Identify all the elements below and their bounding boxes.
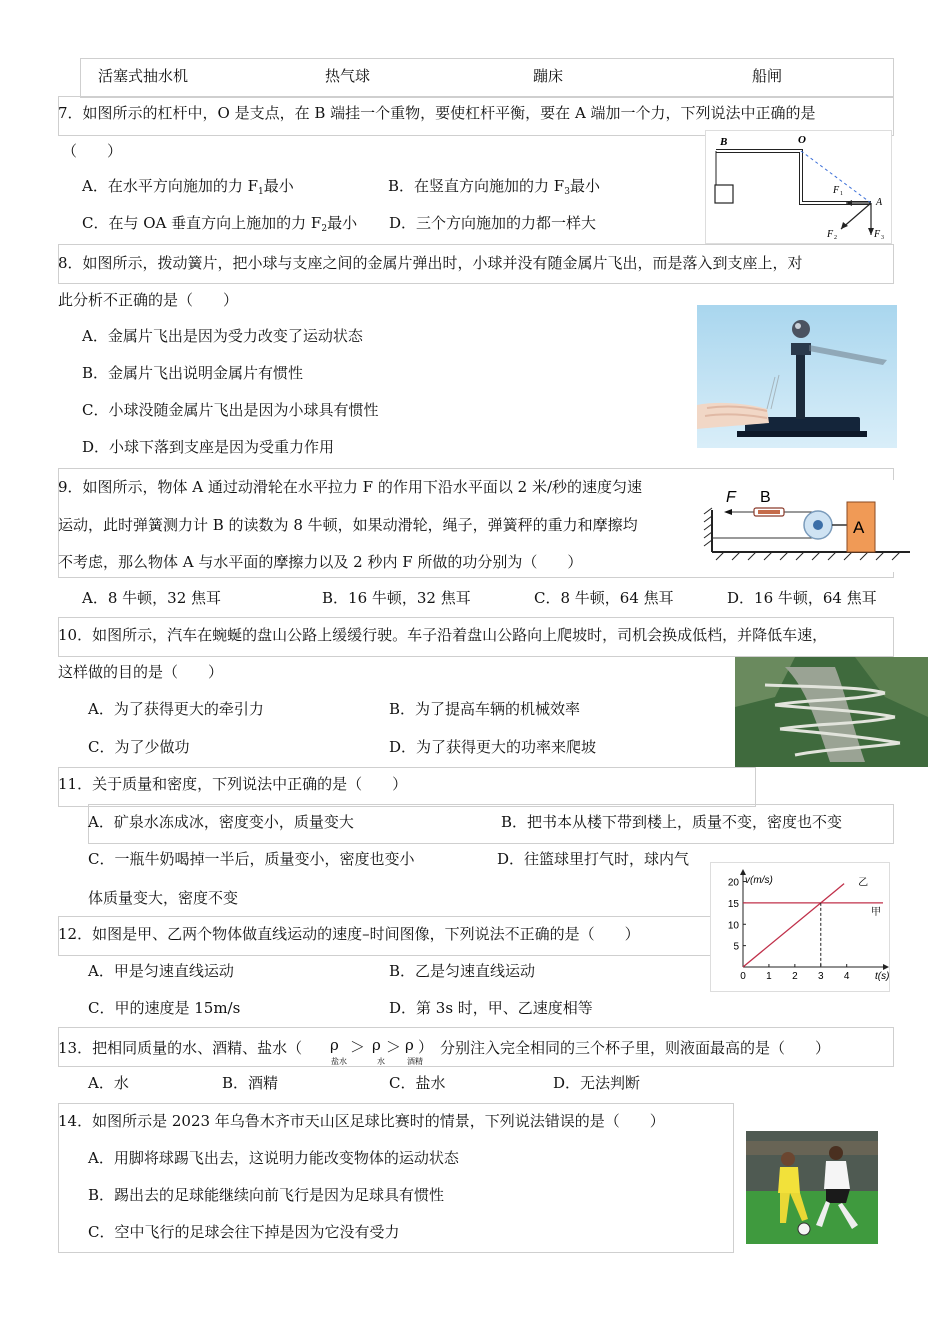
y-tick-label: 15 (727, 898, 739, 910)
q9-option-a: A．8 牛顿，32 焦耳 (82, 589, 221, 607)
q7-option-a: A．在水平方向施加的力 $F_1$最小 (82, 177, 294, 197)
football-match-photo (746, 1131, 878, 1244)
rho-alcohol: ρ (405, 1036, 414, 1054)
label-a: A (876, 197, 883, 208)
x-tick-label: 1 (766, 971, 772, 982)
q7-paren: （ ） (62, 142, 123, 160)
label-spring-b: B (760, 489, 771, 506)
series-name: 乙 (858, 877, 869, 889)
rho-sub-water: 水 (377, 1057, 385, 1066)
q13-option-d: D．无法判断 (553, 1074, 641, 1092)
svg-text:2: 2 (834, 235, 837, 241)
lever-diagram (706, 131, 891, 243)
q9-line1: 9．如图所示，物体 A 通过动滑轮在水平拉力 F 的作用下沿水平面以 2 米/秒的速度匀速 (58, 478, 642, 496)
pulley-figure (702, 480, 914, 572)
rho-sub-alcohol: 酒精 (407, 1057, 423, 1066)
svg-text:1: 1 (840, 191, 843, 197)
q13-stem-suffix: 分别注入完全相同的三个杯子里，则液面最高的是（ ） (440, 1039, 831, 1057)
x-tick-label: 3 (817, 971, 824, 982)
q13-option-b: B．酒精 (222, 1074, 279, 1092)
q12-option-b: B．乙是匀速直线运动 (389, 962, 536, 980)
q13-stem-prefix: 13．把相同质量的水、酒精、盐水（ (58, 1039, 303, 1057)
pulley-diagram (702, 480, 914, 572)
q9-line2: 运动，此时弹簧测力计 B 的读数为 8 牛顿，如果动滑轮，绳子，弹簧秤的重力和摩擦均 (58, 516, 638, 534)
velocity-time-chart (710, 862, 890, 992)
label-f1: F (833, 185, 840, 196)
q7-option-c: C．在与 OA 垂直方向上施加的力 $F_2$最小 (82, 214, 358, 234)
option-label: 热气球 (325, 67, 371, 85)
label-f2: F (827, 229, 834, 240)
q7-stem: 7．如图所示的杠杆中，O 是支点，在 B 端挂一个重物，要使杠杆平衡，要在 A 端加一个力，下列说法中正确的是 (58, 104, 816, 122)
q8-line2: 此分析不正确的是（ ） (58, 291, 239, 309)
q11-option-d-line1: D．往篮球里打气时，球内气 (497, 850, 690, 868)
chart-labels (728, 875, 889, 982)
x-axis-label: t(s) (875, 971, 889, 982)
q13-option-a: A．水 (88, 1074, 129, 1092)
q9-option-b: B．16 牛顿，32 焦耳 (322, 589, 471, 607)
x-tick-label: 0 (740, 971, 746, 982)
q8-option-c: C．小球没随金属片飞出是因为小球具有惯性 (82, 401, 379, 419)
y-axis-label: v(m/s) (745, 875, 773, 886)
q9-option-c: C．8 牛顿，64 焦耳 (534, 589, 674, 607)
inertia-apparatus-photo (697, 305, 897, 448)
rho-saltwater: ρ (330, 1036, 339, 1054)
q10-option-a: A．为了获得更大的牵引力 (88, 700, 264, 718)
mountain-road-drawing (735, 657, 928, 767)
q10-line1: 10．如图所示，汽车在蜿蜒的盘山公路上缓缓行驶。车子沿着盘山公路向上爬坡时，司机会换成低档，并降低车速， (58, 626, 828, 644)
q8-line1: 8．如图所示，拨动簧片，把小球与支座之间的金属片弹出时，小球并没有随金属片飞出，而是落入到支座上，对 (58, 254, 803, 272)
q12-option-c: C．甲的速度是 15m/s (88, 999, 241, 1017)
q11-option-b: B．把书本从楼下带到楼上，质量不变，密度也不变 (501, 813, 843, 831)
greater-than-1: ＞ (350, 1038, 366, 1056)
q12-option-d: D．第 3s 时，甲、乙速度相等 (389, 999, 593, 1017)
q14-option-a: A．用脚将球踢飞出去，这说明力能改变物体的运动状态 (88, 1149, 459, 1167)
x-axis-arrow (883, 964, 889, 970)
q8-option-a: A．金属片飞出是因为受力改变了运动状态 (82, 327, 363, 345)
rho-water: ρ (372, 1036, 381, 1054)
option-label: 船闸 (752, 67, 783, 85)
option-label: 蹦床 (533, 67, 564, 85)
q8-option-d: D．小球下落到支座是因为受重力作用 (82, 438, 335, 456)
q9-line3: 不考虑，那么物体 A 与水平面的摩擦力以及 2 秒内 F 所做的功分别为（ ） (58, 553, 583, 571)
lever-figure (705, 130, 892, 244)
y-tick-label: 10 (727, 920, 739, 932)
q14-option-b: B．踢出去的足球能继续向前飞行是因为足球具有惯性 (88, 1186, 445, 1204)
label-block-a: A (853, 518, 865, 537)
greater-than-2: ＞ (386, 1038, 402, 1056)
label-f3: F (874, 229, 881, 240)
label-b: B (720, 136, 728, 148)
q11-option-d-line2: 体质量变大，密度不变 (88, 889, 239, 907)
y-tick-label: 20 (727, 877, 739, 889)
q14-option-c: C．空中飞行的足球会往下掉是因为它没有受力 (88, 1223, 400, 1241)
series-name: 甲 (871, 906, 881, 918)
q13-close-paren: ） (418, 1038, 434, 1056)
series-line (743, 884, 844, 967)
q10-option-c: C．为了少做功 (88, 738, 190, 756)
football-drawing (746, 1131, 878, 1244)
q11-option-c: C．一瓶牛奶喝掉一半后，质量变小，密度也变小 (88, 850, 415, 868)
chart-svg (711, 863, 889, 991)
apparatus-drawing (697, 305, 897, 448)
q14-stem: 14．如图所示是 2023 年乌鲁木齐市天山区足球比赛时的情景，下列说法错误的是（ ） (58, 1112, 665, 1130)
svg-text:3: 3 (881, 235, 884, 241)
q11-stem: 11．关于质量和密度，下列说法中正确的是（ ） (58, 775, 408, 793)
q11-option-a: A．矿泉水冻成冰，密度变小，质量变大 (88, 813, 354, 831)
q10-option-d: D．为了获得更大的功率来爬坡 (389, 738, 597, 756)
q12-stem: 12．如图是甲、乙两个物体做直线运动的速度–时间图像，下列说法不正确的是（ ） (58, 925, 640, 943)
q9-option-d: D．16 牛顿，64 焦耳 (727, 589, 877, 607)
y-tick-label: 5 (733, 941, 739, 953)
chart-series (743, 884, 883, 967)
option-label: 活塞式抽水机 (98, 67, 189, 85)
q12-option-a: A．甲是匀速直线运动 (88, 962, 234, 980)
mountain-road-photo (735, 657, 928, 767)
x-tick-label: 2 (792, 971, 798, 982)
label-o: O (798, 134, 806, 146)
rho-sub-saltwater: 盐水 (331, 1057, 347, 1066)
q10-option-b: B．为了提高车辆的机械效率 (389, 700, 581, 718)
label-force-f: F (726, 489, 736, 506)
q8-option-b: B．金属片飞出说明金属片有惯性 (82, 364, 304, 382)
q7-option-d: D．三个方向施加的力都一样大 (389, 214, 597, 232)
q13-option-c: C．盐水 (389, 1074, 446, 1092)
q10-line2: 这样做的目的是（ ） (58, 663, 224, 681)
q7-option-b: B．在竖直方向施加的力 $F_3$最小 (388, 177, 600, 197)
x-tick-label: 4 (843, 971, 850, 982)
